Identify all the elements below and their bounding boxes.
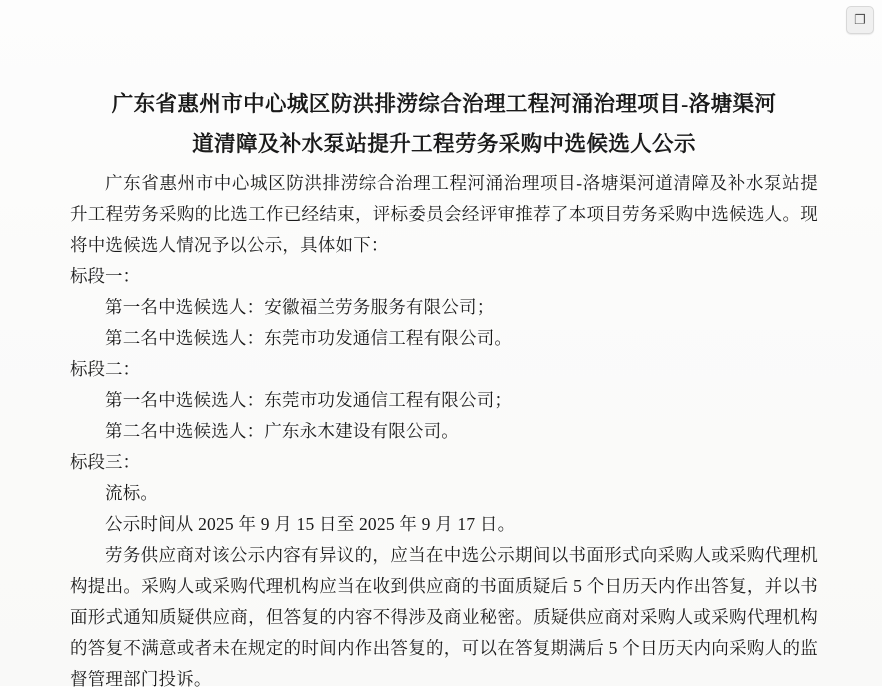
section-label-3: 标段三： <box>70 452 140 472</box>
page-title-line-2: 道清障及补水泵站提升工程劳务采购中选候选人公示 <box>192 132 696 156</box>
section-label-1: 标段一： <box>70 266 140 286</box>
document-body <box>70 84 818 695</box>
candidate-item: 流标。 <box>105 483 159 503</box>
candidate-item: 第一名中选候选人：东莞市功发通信工程有限公司； <box>105 390 513 410</box>
candidate-item: 第二名中选候选人：东莞市功发通信工程有限公司。 <box>105 328 513 348</box>
page-title <box>70 84 818 164</box>
window-top-bar <box>0 0 882 40</box>
section-label-2: 标段二： <box>70 359 140 379</box>
objection-paragraph: 劳务供应商对该公示内容有异议的，应当在中选公示期间以书面形式向采购人或采购代理机构提出。采购人或采购代理机构应当在收到供应商的书面质疑后 5 个日历天内作出答复，并以书面形式通知质疑供应商，但答复的内容不得涉及商业秘密。质疑供应商对采购人或采购代理机构的答复不满意或者未在规定的时间内作出答复的，可以在答复期满后 5 个日历天内向采购人的监督管理部门投诉。 <box>70 545 818 689</box>
candidate-item: 第二名中选候选人：广东永木建设有限公司。 <box>105 421 459 441</box>
notice-period: 公示时间从 2025 年 9 月 15 日至 2025 年 9 月 17 日。 <box>105 514 516 534</box>
intro-paragraph: 广东省惠州市中心城区防洪排涝综合治理工程河涌治理项目-洛塘渠河道清障及补水泵站提升工程劳务采购的比选工作已经结束，评标委员会经评审推荐了本项目劳务采购中选候选人。现将中选候选人情况予以公示，具体如下： <box>70 173 818 255</box>
candidate-item: 第一名中选候选人：安徽福兰劳务服务有限公司； <box>105 297 495 317</box>
window-restore-icon[interactable]: ❐ <box>846 6 874 34</box>
page-title-line-1: 广东省惠州市中心城区防洪排涝综合治理工程河涌治理项目-洛塘渠河 <box>111 92 777 116</box>
